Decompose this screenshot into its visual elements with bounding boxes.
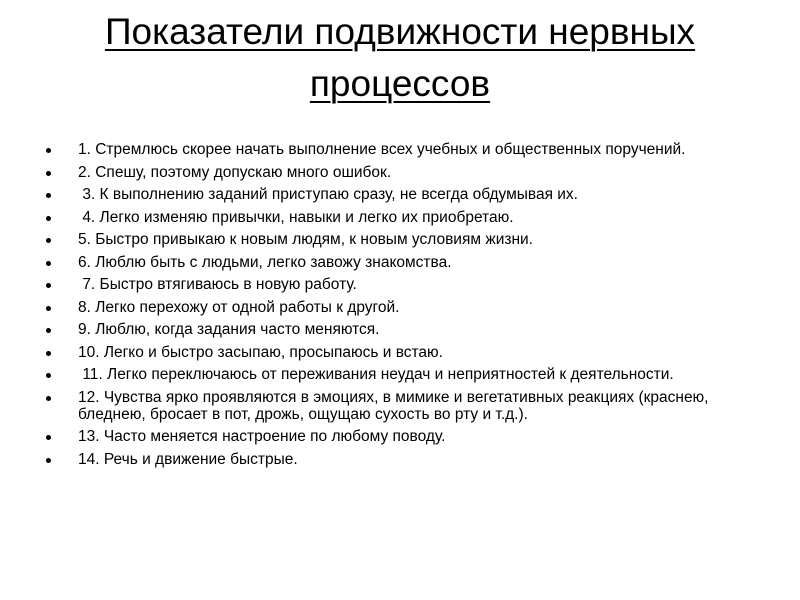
list-item-text: 5. Быстро привыкаю к новым людям, к новым условиям жизни. [78, 231, 533, 248]
list-item [44, 141, 744, 158]
list-item-text: 12. Чувства ярко проявляются в эмоциях, в мимике и вегетативных реакциях (краснею, бледнею, бросает в пот, дрожь, ощущаю сухость во рту и т.д.). [78, 388, 713, 423]
list-item [44, 428, 744, 445]
list-item-text: 4. Легко изменяю привычки, навыки и легко их приобретаю. [78, 208, 514, 226]
list-item-text: 8. Легко перехожу от одной работы к другой. [78, 298, 400, 316]
list-item-text: 14. Речь и движение быстрые. [78, 450, 298, 468]
list-item [44, 451, 744, 468]
statement-list [44, 141, 744, 473]
list-item-text: 13. Часто меняется настроение по любому поводу. [78, 428, 446, 445]
list-item-text: 1. Стремлюсь скорее начать выполнение всех учебных и общественных поручений. [78, 141, 686, 158]
list-item [44, 299, 744, 316]
list-item-text: 9. Люблю, когда задания часто меняются. [78, 321, 380, 338]
list-item-text: 10. Легко и быстро засыпаю, просыпаюсь и встаю. [78, 343, 443, 361]
slide-title: Показатели подвижности нервных процессов [104, 11, 696, 104]
list-item [44, 344, 744, 361]
list-item [44, 321, 744, 338]
list-item [44, 231, 744, 248]
list-item [44, 254, 744, 271]
list-item [44, 389, 744, 423]
list-item [44, 366, 744, 383]
list-item [44, 164, 744, 181]
list-item [44, 186, 744, 203]
list-item-text: 2. Спешу, поэтому допускаю много ошибок. [78, 163, 392, 181]
list-item-text: 6. Люблю быть с людьми, легко завожу знакомства. [78, 253, 452, 271]
list-item [44, 276, 744, 293]
list-item-text: 7. Быстро втягиваюсь в новую работу. [78, 276, 357, 293]
list-item [44, 209, 744, 226]
list-item-text: 3. К выполнению заданий приступаю сразу, не всегда обдумывая их. [78, 186, 578, 203]
list-item-text: 11. Легко переключаюсь от переживания неудач и неприятностей к деятельности. [78, 366, 674, 383]
